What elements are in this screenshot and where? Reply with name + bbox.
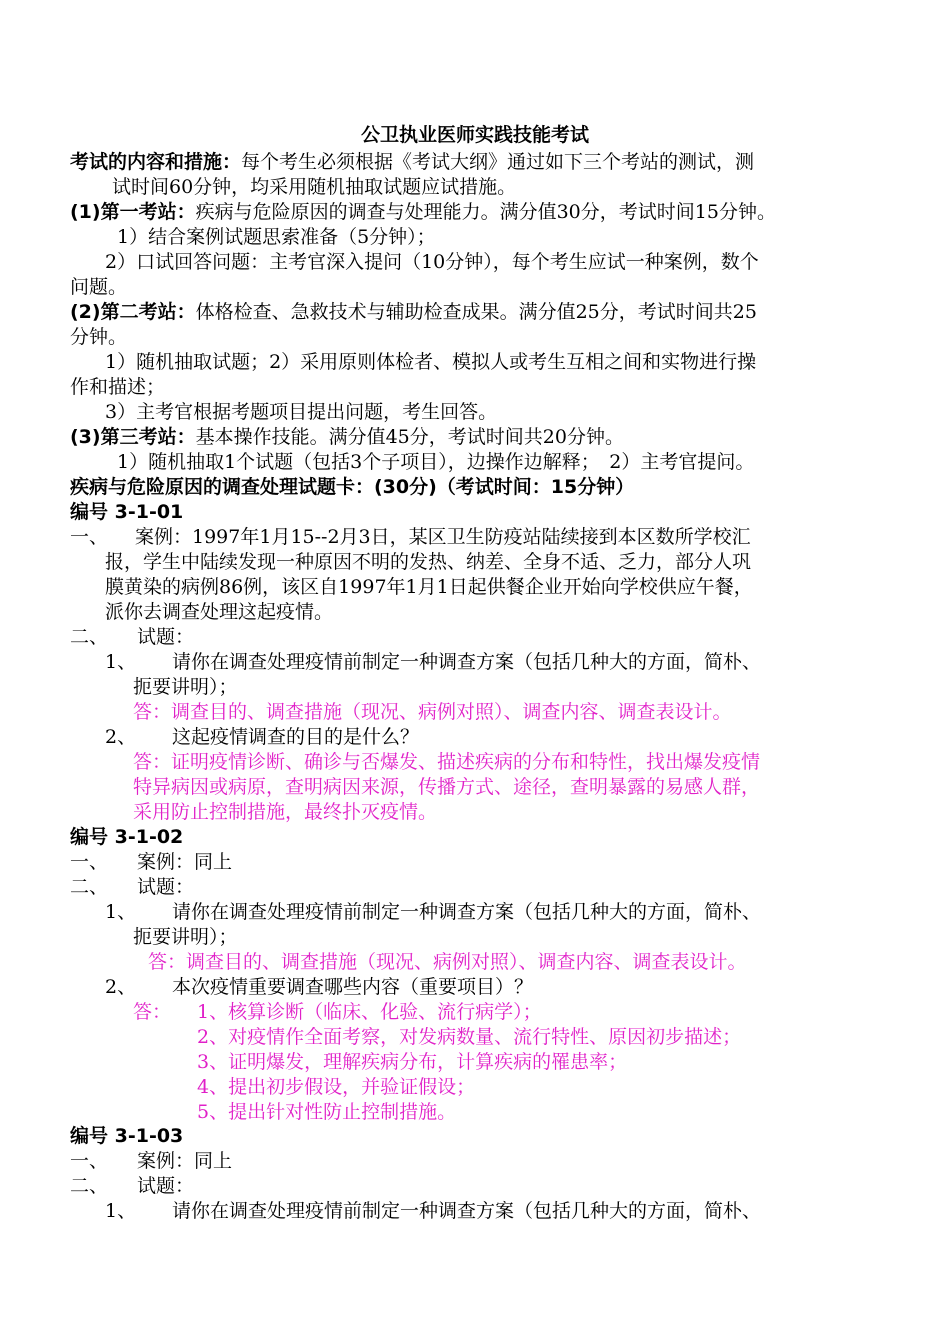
station1-label: (1)第一考站：	[70, 201, 196, 223]
q01-q-label: 试题：	[137, 626, 195, 648]
card-title: 疾病与危险原因的调查处理试题卡：(30分)（考试时间：15分钟）	[70, 476, 635, 498]
station3-text: 基本操作技能。满分值45分，考试时间共20分钟。	[195, 426, 624, 448]
station2-line	[70, 300, 757, 325]
q01-case-1: 案例：1997年1月15--2月3日，某区卫生防疫站陆续接到本区数所学校汇	[135, 526, 751, 548]
q03-q1-num: 1、	[105, 1200, 137, 1222]
q02-answer-item-1: 1、核算诊断（临床、化验、流行病学）；	[197, 1001, 542, 1023]
station2-text: 体格检查、急救技术与辅助检查成果。满分值25分，考试时间共25	[195, 301, 757, 323]
station1-item-2a: 2）口试回答问题：主考官深入提问（10分钟），每个考生应试一种案例，数个	[105, 251, 759, 273]
q02-q1-b: 扼要讲明）；	[133, 926, 238, 948]
intro-line-2: 试时间60分钟，均采用随机抽取试题应试措施。	[112, 176, 517, 198]
q01-q1-b: 扼要讲明）；	[133, 676, 238, 698]
q02-case: 案例：同上	[137, 851, 233, 873]
q01-q1-a: 请你在调查处理疫情前制定一种调查方案（包括几种大的方面，简朴、	[172, 651, 762, 673]
q01-id: 编号 3-1-01	[70, 501, 184, 523]
q01-q2: 这起疫情调查的目的是什么？	[172, 726, 420, 748]
q02-id: 编号 3-1-02	[70, 826, 184, 848]
q02-q2-num: 2、	[105, 976, 137, 998]
q03-case-num: 一、	[70, 1150, 109, 1172]
q01-answer-2c: 采用防止控制措施，最终扑灭疫情。	[133, 801, 438, 823]
q01-answer-2a: 答：证明疫情诊断、确诊与否爆发、描述疾病的分布和特性，找出爆发疫情	[133, 751, 761, 773]
q02-q-label: 试题：	[137, 876, 195, 898]
station2-item-1b: 作和描述；	[70, 376, 166, 398]
q02-answer-item-3: 3、证明爆发，理解疾病分布，计算疾病的罹患率；	[197, 1051, 628, 1073]
intro-label: 考试的内容和措施：	[70, 151, 242, 173]
q03-q-num: 二、	[70, 1175, 109, 1197]
q02-answer-item-5: 5、提出针对性防止控制措施。	[197, 1101, 457, 1123]
q02-q1-num: 1、	[105, 901, 137, 923]
intro-line-1	[70, 150, 754, 175]
q03-id: 编号 3-1-03	[70, 1125, 184, 1147]
q02-answer-1: 答：调查目的、调查措施（现况、病例对照）、调查内容、调查表设计。	[148, 951, 747, 973]
q01-q-num: 二、	[70, 626, 109, 648]
q03-case: 案例：同上	[137, 1150, 233, 1172]
station1-item-2b: 问题。	[70, 276, 128, 298]
station1-item-1: 1）结合案例试题思索准备（5分钟）；	[117, 226, 436, 248]
q02-q2: 本次疫情重要调查哪些内容（重要项目）？	[172, 976, 534, 998]
q02-case-num: 一、	[70, 851, 109, 873]
q03-q-label: 试题：	[137, 1175, 195, 1197]
q02-answer-item-2: 2、对疫情作全面考察，对发病数量、流行特性、原因初步描述；	[197, 1026, 742, 1048]
q01-q1-num: 1、	[105, 651, 137, 673]
q02-q-num: 二、	[70, 876, 109, 898]
station1-line	[70, 200, 776, 225]
station2-label: (2)第二考站：	[70, 301, 196, 323]
station3-label: (3)第三考站：	[70, 426, 196, 448]
station1-text: 疾病与危险原因的调查与处理能力。满分值30分，考试时间15分钟。	[195, 201, 776, 223]
q01-case-2: 报，学生中陆续发现一种原因不明的发热、纳差、全身不适、乏力，部分人巩	[105, 551, 752, 573]
station2-line-2: 分钟。	[70, 326, 128, 348]
station3-items: 1）随机抽取1个试题（包括3个子项目），边操作边解释； 2）主考官提问。	[117, 451, 755, 473]
q01-answer-1: 答：调查目的、调查措施（现况、病例对照）、调查内容、调查表设计。	[133, 701, 732, 723]
station3-line	[70, 425, 624, 450]
q02-answer-label: 答：	[133, 1001, 172, 1023]
q01-answer-2b: 特异病因或病原，查明病因来源，传播方式、途径，查明暴露的易感人群，	[133, 776, 761, 798]
q03-q1-a: 请你在调查处理疫情前制定一种调查方案（包括几种大的方面，简朴、	[172, 1200, 762, 1222]
page-title: 公卫执业医师实践技能考试	[360, 124, 589, 146]
q01-q2-num: 2、	[105, 726, 137, 748]
q01-case-num: 一、	[70, 526, 109, 548]
station2-item-1a: 1）随机抽取试题；2）采用原则体检者、模拟人或考生互相之间和实物进行操	[105, 351, 757, 373]
q02-q1-a: 请你在调查处理疫情前制定一种调查方案（包括几种大的方面，简朴、	[172, 901, 762, 923]
q01-case-4: 派你去调查处理这起疫情。	[105, 601, 334, 623]
station2-item-3: 3）主考官根据考题项目提出问题，考生回答。	[105, 401, 498, 423]
intro-text: 每个考生必须根据《考试大纲》通过如下三个考站的测试，测	[241, 151, 755, 173]
q01-case-3: 膜黄染的病例86例，该区自1997年1月1日起供餐企业开始向学校供应午餐，	[105, 576, 753, 598]
q02-answer-item-4: 4、提出初步假设，并验证假设；	[197, 1076, 476, 1098]
